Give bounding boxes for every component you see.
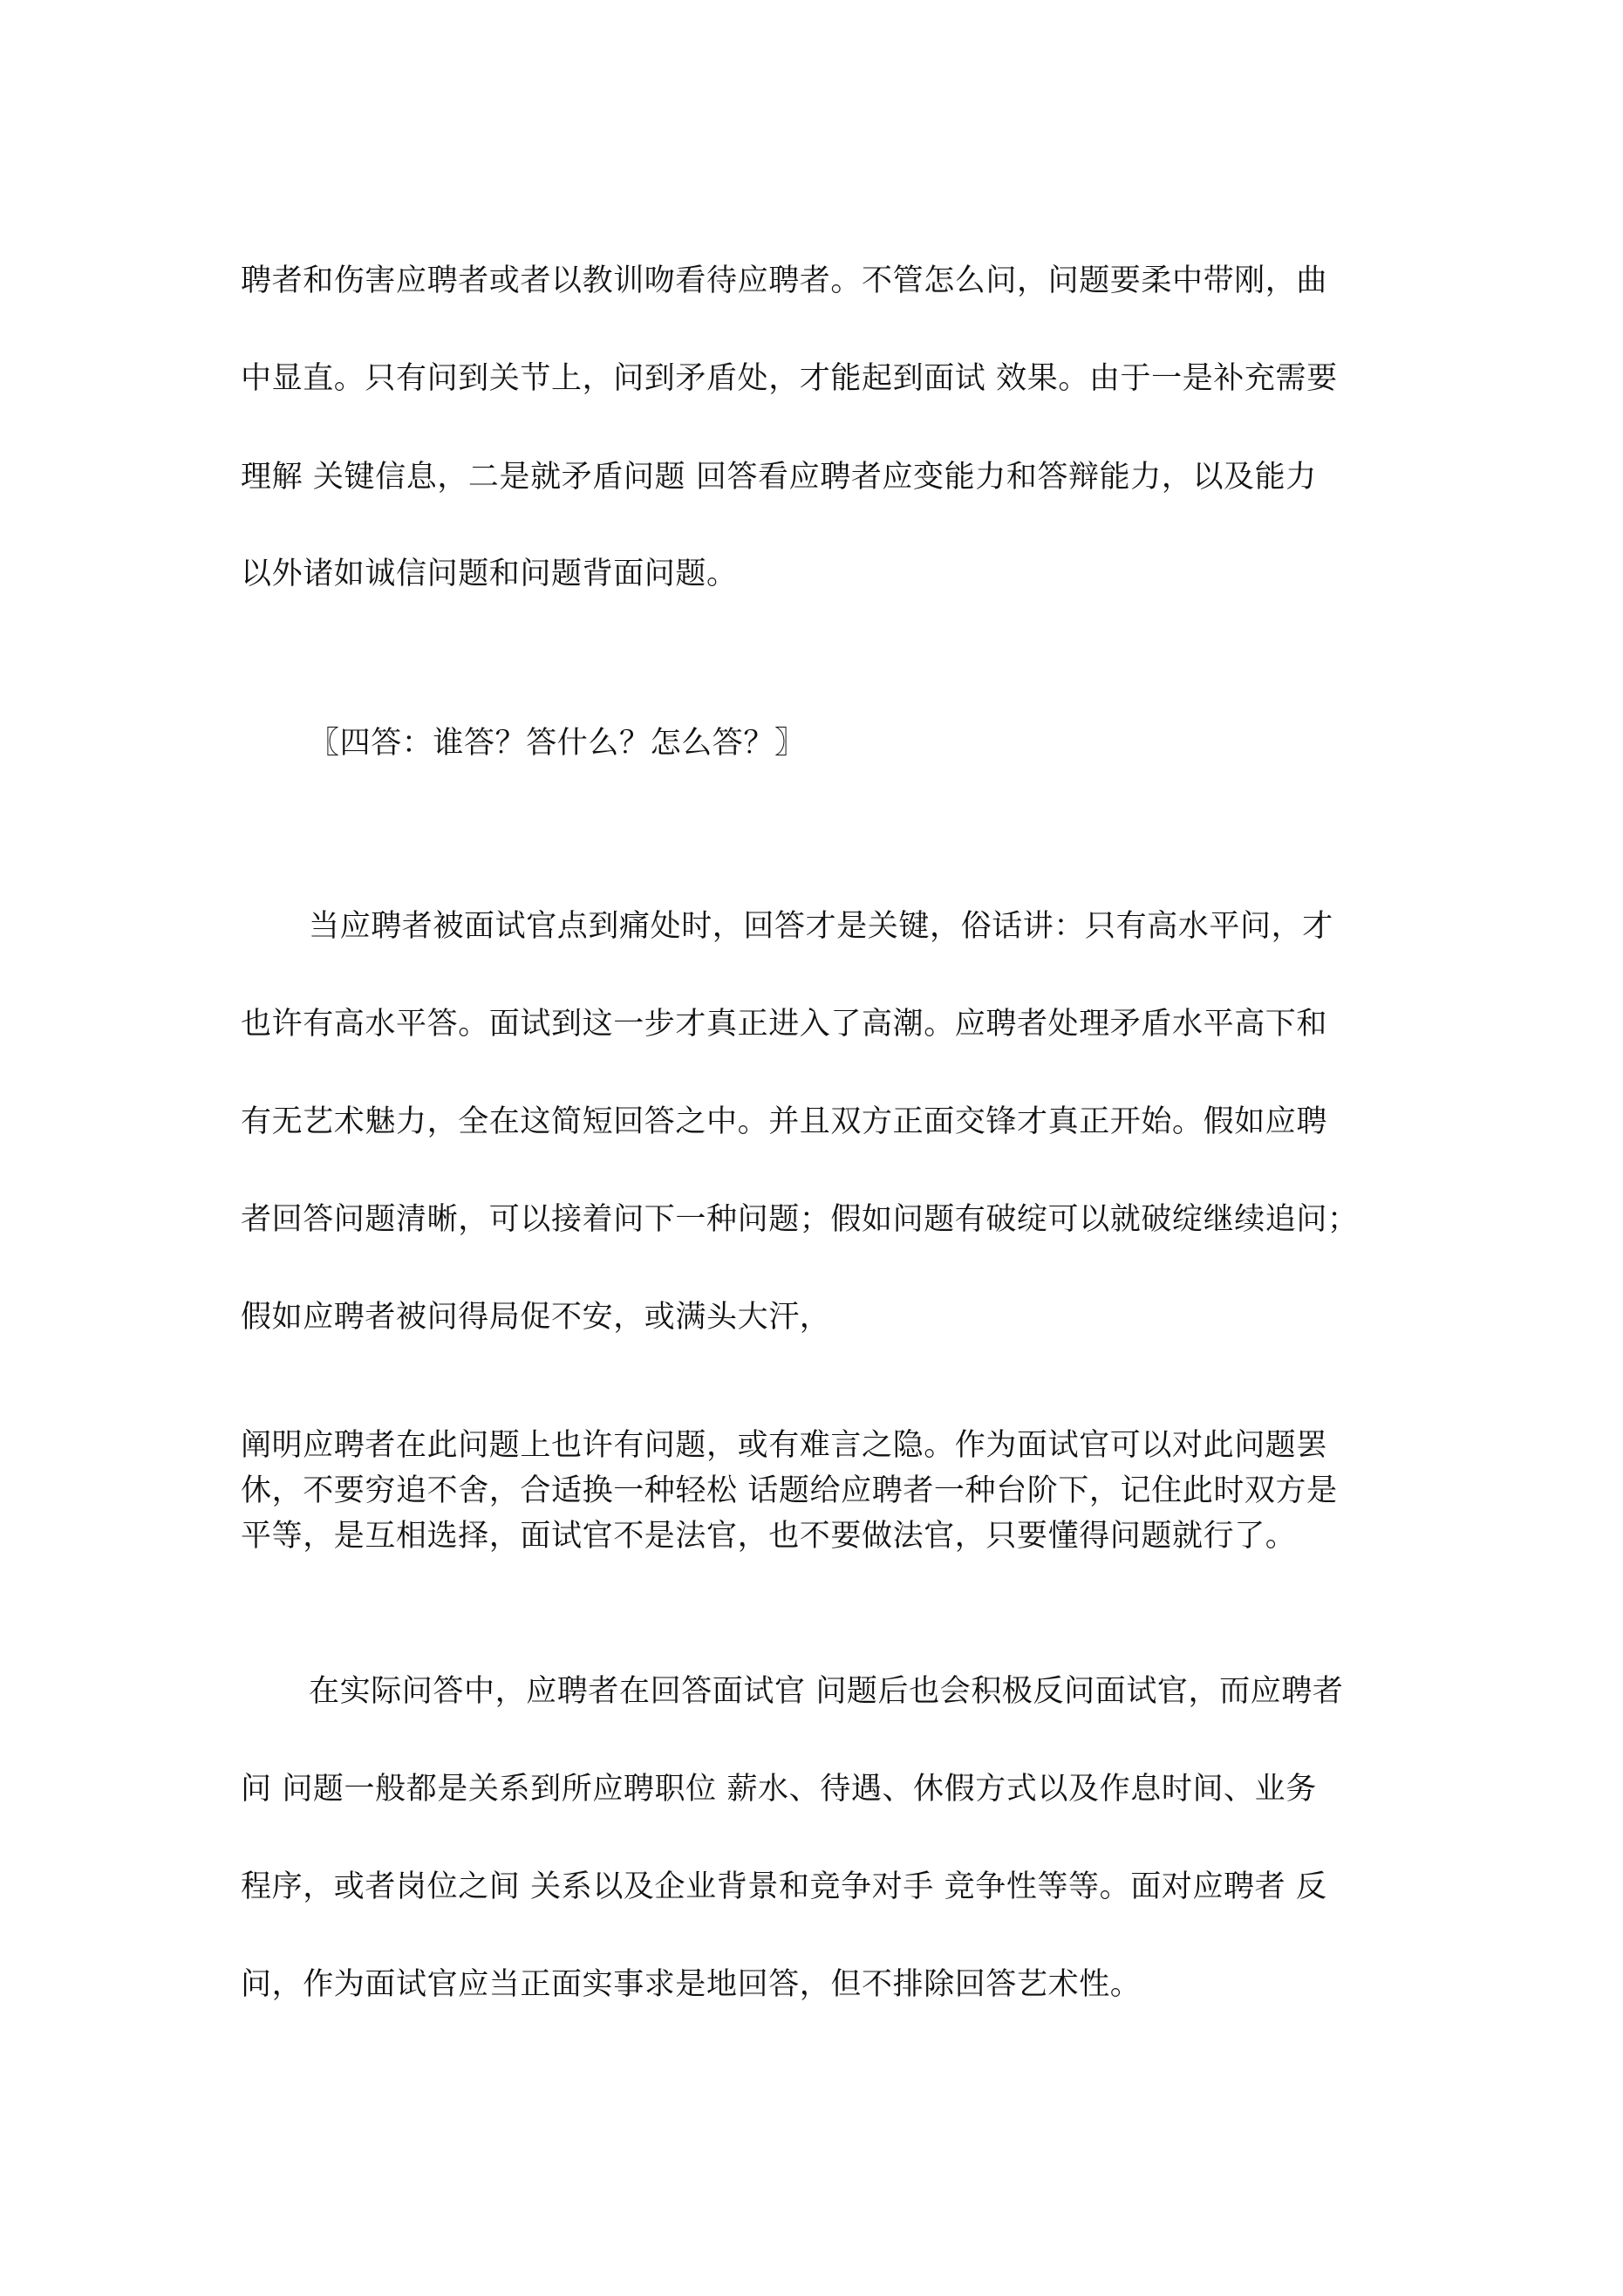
- para1-line-4: 以外诸如诚信问题和问题背面问题。: [241, 557, 738, 591]
- para1-line-3: 理解 关键信息，二是就矛盾问题 回答看应聘者应变能力和答辩能力，以及能力: [241, 460, 1317, 495]
- para1-line-1: 聘者和伤害应聘者或者以教训吻看待应聘者。不管怎么问，问题要柔中带刚，曲: [241, 263, 1328, 298]
- para4-line-4: 问，作为面试官应当正面实事求是地回答，但不排除回答艺术性。: [241, 1967, 1142, 2002]
- para2-line-3: 有无艺术魅力，全在这简短回答之中。并且双方正面交锋才真正开始。假如应聘: [241, 1104, 1328, 1139]
- para3-line-1: 阐明应聘者在此问题上也许有问题，或有难言之隐。作为面试官可以对此问题罢: [241, 1428, 1328, 1463]
- para4-line-1: 在实际问答中，应聘者在回答面试官 问题后也会积极反问面试官，而应聘者: [309, 1674, 1344, 1709]
- para2-line-2: 也许有高水平答。面试到这一步才真正进入了高潮。应聘者处理矛盾水平高下和: [241, 1007, 1328, 1042]
- para2-line-4: 者回答问题清晰，可以接着问下一种问题；假如问题有破绽可以就破绽继续追问；: [241, 1202, 1359, 1237]
- para4-line-3: 程序，或者岗位之间 关系以及企业背景和竞争对手 竞争性等等。面对应聘者 反: [241, 1869, 1327, 1904]
- para1-line-2: 中显直。只有问到关节上，问到矛盾处，才能起到面试 效果。由于一是补充需要: [241, 361, 1338, 396]
- para2-line-1: 当应聘者被面试官点到痛处时，回答才是关键，俗话讲：只有高水平问，才: [309, 909, 1333, 944]
- para2-line-5: 假如应聘者被问得局促不安，或满头大汗，: [241, 1300, 831, 1335]
- para3-line-2: 休，不要穷追不舍，合适换一种轻松 话题给应聘者一种台阶下，记住此时双方是: [241, 1473, 1338, 1508]
- para4-line-2: 问 问题一般都是关系到所应聘职位 薪水、待遇、休假方式以及作息时间、业务: [241, 1772, 1317, 1807]
- section-heading: 〖四答：谁答？答什么？怎么答？〗: [309, 726, 806, 761]
- para3-line-3: 平等，是互相选择，面试官不是法官，也不要做法官，只要懂得问题就行了。: [241, 1519, 1297, 1554]
